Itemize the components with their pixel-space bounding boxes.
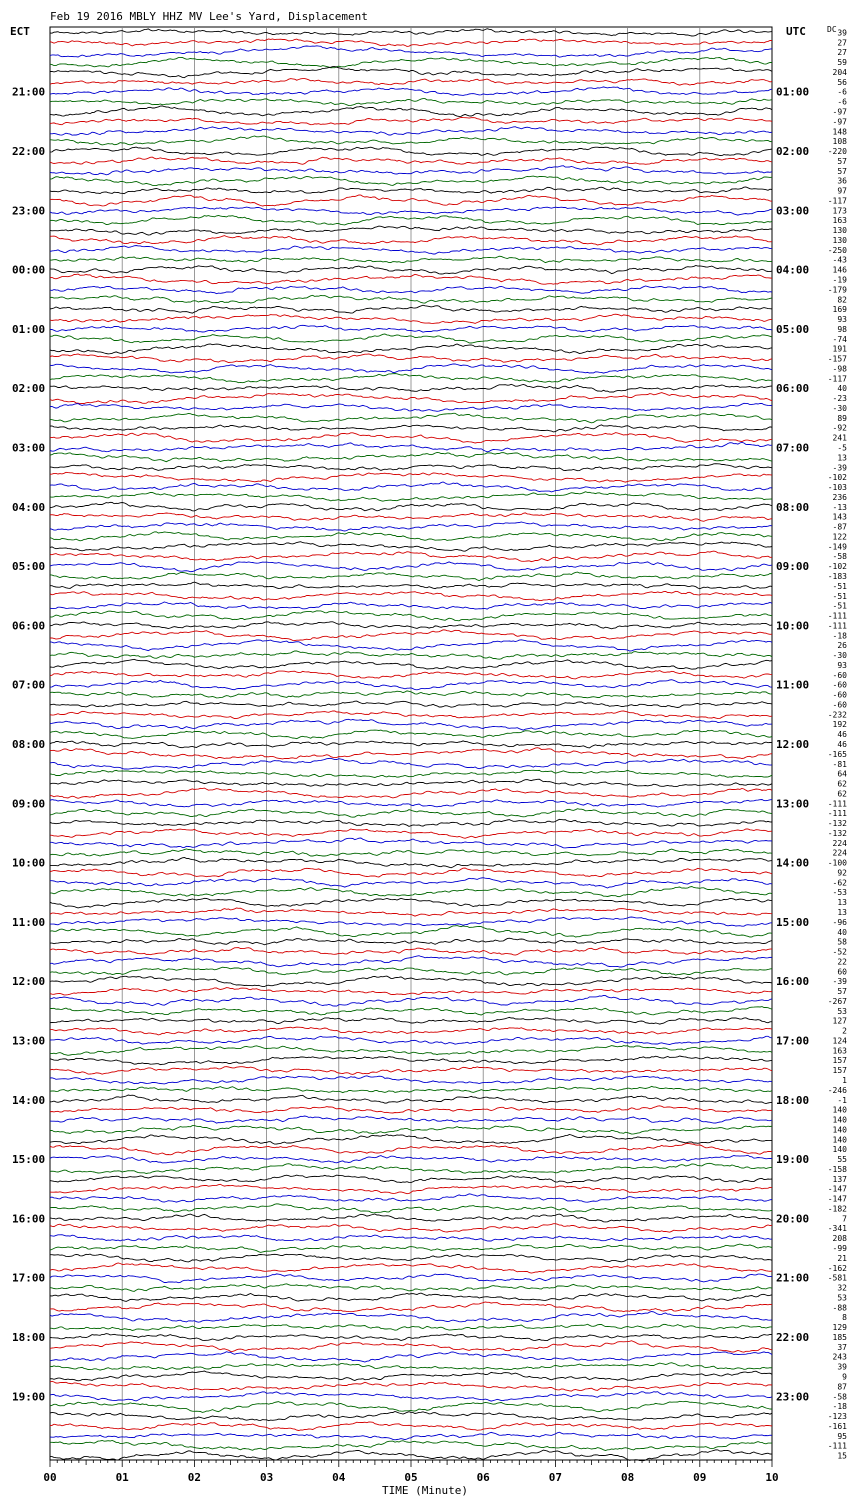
dc-offset-label: -117 xyxy=(827,196,847,206)
dc-offset-label: 60 xyxy=(837,967,847,977)
utc-hour-label: 22:00 xyxy=(776,1331,810,1344)
dc-offset-label: -58 xyxy=(832,1392,847,1402)
dc-offset-label: -60 xyxy=(832,700,847,710)
utc-hour-label: 14:00 xyxy=(776,856,810,870)
dc-offset-label: -39 xyxy=(832,463,847,473)
dc-offset-label: -60 xyxy=(832,690,847,700)
dc-offset-label: 57 xyxy=(837,156,847,166)
dc-offset-label: -246 xyxy=(827,1085,847,1095)
utc-hour-label: 08:00 xyxy=(776,500,810,514)
utc-hour-label: 06:00 xyxy=(776,382,810,396)
dc-offset-label: -162 xyxy=(827,1263,847,1273)
dc-offset-label: 13 xyxy=(837,908,847,917)
utc-hour-label: 03:00 xyxy=(776,204,810,218)
dc-offset-label: -98 xyxy=(832,364,847,374)
chart-title: Feb 19 2016 MBLY HHZ MV Lee's Yard, Displacement xyxy=(50,10,368,23)
dc-offset-label: 55 xyxy=(837,1155,847,1165)
dc-offset-label: 89 xyxy=(837,413,847,423)
dc-offset-label: 137 xyxy=(832,1174,847,1184)
dc-offset-label: 15 xyxy=(837,1451,847,1461)
dc-offset-label: -157 xyxy=(827,354,847,364)
dc-offset-label: -220 xyxy=(827,147,847,156)
dc-offset-label: -111 xyxy=(827,1441,847,1451)
ect-hour-label: 21:00 xyxy=(12,85,46,99)
right-axis-title-utc: UTC xyxy=(786,25,806,38)
x-tick-label: 04 xyxy=(332,1471,346,1484)
dc-offset-label: -19 xyxy=(832,275,847,285)
ect-hour-label: 03:00 xyxy=(12,441,46,455)
utc-hour-label: 16:00 xyxy=(776,975,810,989)
dc-offset-label: 27 xyxy=(837,48,847,58)
ect-hour-label: 05:00 xyxy=(12,560,46,574)
dc-offset-label: -74 xyxy=(832,334,847,344)
dc-offset-label: -18 xyxy=(832,631,847,641)
dc-offset-label: -117 xyxy=(827,374,847,384)
utc-hour-label: 11:00 xyxy=(776,678,810,692)
dc-offset-label: 40 xyxy=(837,384,847,394)
ect-hour-label: 09:00 xyxy=(12,797,46,811)
dc-offset-label: 130 xyxy=(832,236,847,245)
dc-offset-label: -1 xyxy=(837,1095,847,1105)
dc-offset-label: 124 xyxy=(832,1036,847,1046)
utc-hour-label: 21:00 xyxy=(776,1271,810,1285)
dc-offset-label: 169 xyxy=(832,305,847,315)
dc-offset-label: 64 xyxy=(837,769,847,779)
utc-hour-label: 18:00 xyxy=(776,1093,810,1107)
dc-offset-label: 140 xyxy=(832,1145,847,1155)
dc-offset-label: -81 xyxy=(832,759,847,769)
ect-hour-label: 13:00 xyxy=(12,1034,46,1048)
ect-hour-label: 06:00 xyxy=(12,619,46,633)
ect-hour-label: 16:00 xyxy=(12,1212,46,1226)
dc-offset-label: 224 xyxy=(832,838,847,848)
dc-offset-label: 62 xyxy=(837,789,847,799)
dc-offset-label: 224 xyxy=(832,848,847,858)
dc-offset-label: -147 xyxy=(827,1194,847,1204)
dc-offset-label: 56 xyxy=(837,77,847,87)
dc-offset-label: -111 xyxy=(827,799,847,809)
dc-offset-label: 192 xyxy=(832,720,847,730)
dc-offset-label: -132 xyxy=(827,819,847,829)
utc-hour-label: 01:00 xyxy=(776,85,810,99)
dc-offset-label: -132 xyxy=(827,828,847,838)
dc-offset-label: 157 xyxy=(832,1066,847,1076)
dc-offset-label: 140 xyxy=(832,1125,847,1135)
ect-hour-label: 15:00 xyxy=(12,1153,46,1167)
dc-offset-label: 2 xyxy=(842,1026,847,1036)
dc-offset-label: -23 xyxy=(832,394,847,404)
dc-offset-label: 95 xyxy=(837,1431,847,1441)
dc-offset-label: 191 xyxy=(832,344,847,354)
ect-hour-label: 00:00 xyxy=(12,263,46,277)
dc-offset-label: 146 xyxy=(832,265,847,275)
dc-offset-label: 9 xyxy=(842,1372,847,1382)
utc-hour-label: 12:00 xyxy=(776,738,810,751)
x-tick-label: 08 xyxy=(620,1471,635,1484)
dc-offset-label: -96 xyxy=(832,917,847,927)
dc-offset-label: -149 xyxy=(827,542,847,552)
dc-offset-label: 26 xyxy=(837,641,847,651)
dc-offset-label: 13 xyxy=(837,453,847,463)
dc-offset-label: 97 xyxy=(837,186,847,196)
dc-offset-label: -30 xyxy=(832,651,847,660)
dc-offset-label: -100 xyxy=(827,858,847,868)
dc-offset-label: -13 xyxy=(832,502,847,512)
dc-offset-label: 98 xyxy=(837,324,847,334)
dc-offset-label: -581 xyxy=(827,1273,847,1283)
dc-offset-label: -58 xyxy=(832,552,847,562)
dc-offset-label: 93 xyxy=(837,660,847,670)
dc-offset-label: 143 xyxy=(832,512,847,522)
utc-hour-label: 09:00 xyxy=(776,560,810,574)
dc-offset-label: -123 xyxy=(827,1412,847,1421)
dc-offset-label: 140 xyxy=(832,1115,847,1125)
ect-hour-label: 11:00 xyxy=(12,915,46,929)
dc-offset-label: 129 xyxy=(832,1323,847,1333)
dc-offset-label: 130 xyxy=(832,226,847,236)
x-tick-label: 01 xyxy=(115,1471,129,1484)
x-tick-label: 03 xyxy=(259,1471,274,1484)
dc-offset-label: -51 xyxy=(832,601,847,611)
dc-offset-label: 53 xyxy=(837,1293,847,1303)
dc-offset-label: -92 xyxy=(832,423,847,433)
dc-offset-label: -267 xyxy=(827,996,847,1006)
utc-hour-label: 05:00 xyxy=(776,322,810,336)
dc-offset-label: 57 xyxy=(837,166,847,176)
utc-hour-labels xyxy=(776,86,809,1404)
utc-hour-label: 23:00 xyxy=(776,1390,810,1404)
dc-offset-label: -39 xyxy=(832,977,847,987)
x-tick-label: 10 xyxy=(765,1471,779,1484)
dc-offset-label: -51 xyxy=(832,581,847,591)
utc-hour-label: 13:00 xyxy=(776,797,810,811)
dc-offset-label: 1 xyxy=(842,1076,847,1085)
ect-hour-label: 07:00 xyxy=(12,678,46,692)
dc-offset-label: -51 xyxy=(832,591,847,601)
dc-offset-label: 185 xyxy=(832,1333,847,1342)
dc-offset-label: -30 xyxy=(832,404,847,413)
dc-offset-label: 46 xyxy=(837,730,847,740)
dc-offset-label: 21 xyxy=(837,1253,847,1263)
dc-offset-label: 208 xyxy=(832,1234,847,1244)
dc-offset-label: -232 xyxy=(827,710,847,720)
ect-hour-label: 01:00 xyxy=(12,322,46,336)
dc-offset-label: 58 xyxy=(837,937,847,947)
ect-hour-label: 02:00 xyxy=(12,382,46,396)
utc-hour-label: 19:00 xyxy=(776,1153,810,1167)
dc-offset-label: -99 xyxy=(832,1244,847,1253)
ect-hour-label: 18:00 xyxy=(12,1331,46,1344)
dc-offset-label: 140 xyxy=(832,1135,847,1145)
x-axis xyxy=(43,1460,778,1484)
x-tick-label: 05 xyxy=(404,1471,418,1484)
dc-offset-label: 39 xyxy=(837,1362,847,1372)
dc-offset-label: 37 xyxy=(837,1342,847,1352)
dc-offset-label: 157 xyxy=(832,1056,847,1066)
x-tick-label: 06 xyxy=(476,1471,490,1484)
ect-hour-label: 10:00 xyxy=(12,856,46,870)
ect-hour-label: 04:00 xyxy=(12,500,46,514)
utc-hour-label: 17:00 xyxy=(776,1034,810,1048)
dc-offset-label: 13 xyxy=(837,898,847,908)
dc-offset-label: 127 xyxy=(832,1016,847,1026)
dc-offset-label: 92 xyxy=(837,868,847,878)
dc-offset-label: 22 xyxy=(837,957,847,967)
dc-offset-label: -18 xyxy=(832,1402,847,1412)
dc-offset-label: 93 xyxy=(837,315,847,324)
utc-hour-label: 02:00 xyxy=(776,145,810,158)
utc-hour-label: 04:00 xyxy=(776,263,810,277)
utc-hour-label: 15:00 xyxy=(776,915,810,929)
dc-offset-label: -250 xyxy=(827,245,847,255)
dc-offset-label: 163 xyxy=(832,1046,847,1056)
dc-offset-label: -62 xyxy=(832,878,847,888)
dc-offset-label: 122 xyxy=(832,532,847,542)
dc-offset-label: 148 xyxy=(832,127,847,137)
dc-offset-label: -111 xyxy=(827,611,847,621)
dc-offset-label: -179 xyxy=(827,285,847,295)
dc-offset-label: 82 xyxy=(837,295,847,305)
dc-offset-label: -52 xyxy=(832,947,847,957)
dc-offset-label: -158 xyxy=(827,1165,847,1174)
dc-offset-label: -111 xyxy=(827,621,847,631)
dc-offset-label: 236 xyxy=(832,492,847,502)
dc-offset-label: -102 xyxy=(827,473,847,483)
dc-offset-label: -43 xyxy=(832,255,847,265)
dc-offset-label: -341 xyxy=(827,1224,847,1234)
utc-hour-label: 20:00 xyxy=(776,1212,810,1226)
dc-offset-label: -102 xyxy=(827,562,847,572)
dc-offset-label: -87 xyxy=(832,522,847,532)
dc-offset-label: -182 xyxy=(827,1204,847,1214)
utc-hour-label: 10:00 xyxy=(776,619,810,633)
dc-offset-label: -183 xyxy=(827,572,847,581)
dc-offset-label: -111 xyxy=(827,809,847,819)
x-tick-label: 02 xyxy=(187,1471,202,1484)
dc-offset-label: -97 xyxy=(832,117,847,127)
dc-offset-label: 8 xyxy=(842,1313,847,1323)
dc-offset-label: 27 xyxy=(837,38,847,48)
dc-offset-label: 108 xyxy=(832,137,847,147)
dc-offset-label: 40 xyxy=(837,927,847,937)
ect-hour-label: 22:00 xyxy=(12,145,46,158)
ect-hour-labels xyxy=(12,86,45,1404)
dc-offset-label: 39 xyxy=(837,28,847,38)
dc-offset-label: -60 xyxy=(832,680,847,690)
ect-hour-label: 12:00 xyxy=(12,975,46,989)
dc-offset-label: 62 xyxy=(837,779,847,789)
ect-hour-label: 17:00 xyxy=(12,1271,46,1285)
x-axis-label: TIME (Minute) xyxy=(381,1484,469,1497)
x-tick-label: 00 xyxy=(43,1471,57,1484)
dc-offset-label: -6 xyxy=(837,87,847,97)
dc-offset-label: 204 xyxy=(832,68,847,77)
dc-offset-label: -6 xyxy=(837,97,847,107)
dc-offset-label: 87 xyxy=(837,1382,847,1392)
dc-offset-label: -161 xyxy=(827,1421,847,1431)
dc-offset-label: 140 xyxy=(832,1105,847,1115)
ect-hour-label: 23:00 xyxy=(12,204,46,218)
dc-offset-label: 163 xyxy=(832,216,847,226)
ect-hour-label: 14:00 xyxy=(12,1093,46,1107)
dc-offset-label: -103 xyxy=(827,483,847,492)
dc-offset-label: -53 xyxy=(832,888,847,898)
dc-offset-label: 36 xyxy=(837,176,847,186)
dc-offset-label: 32 xyxy=(837,1283,847,1293)
ect-hour-label: 19:00 xyxy=(12,1390,46,1404)
dc-offset-label: -5 xyxy=(837,443,847,453)
dc-offset-header: DC xyxy=(827,25,837,34)
dc-offset-label: 7 xyxy=(842,1214,847,1224)
x-tick-label: 09 xyxy=(693,1471,707,1484)
dc-offset-label: 53 xyxy=(837,1006,847,1016)
dc-offset-label: 243 xyxy=(832,1352,847,1362)
left-axis-title-ect: ECT xyxy=(10,25,30,38)
dc-offset-label: -97 xyxy=(832,107,847,117)
x-tick-label: 07 xyxy=(548,1471,563,1484)
dc-offset-labels xyxy=(828,28,847,1460)
dc-offset-label: -165 xyxy=(827,749,847,759)
dc-offset-label: -147 xyxy=(827,1184,847,1194)
utc-hour-label: 07:00 xyxy=(776,441,810,455)
dc-offset-label: 57 xyxy=(837,987,847,997)
dc-offset-label: 59 xyxy=(837,58,847,68)
ect-hour-label: 08:00 xyxy=(12,738,46,751)
dc-offset-label: 241 xyxy=(832,433,847,443)
dc-offset-label: 46 xyxy=(837,740,847,749)
dc-offset-label: -60 xyxy=(832,670,847,680)
dc-offset-label: -88 xyxy=(832,1303,847,1313)
dc-offset-label: 173 xyxy=(832,206,847,216)
